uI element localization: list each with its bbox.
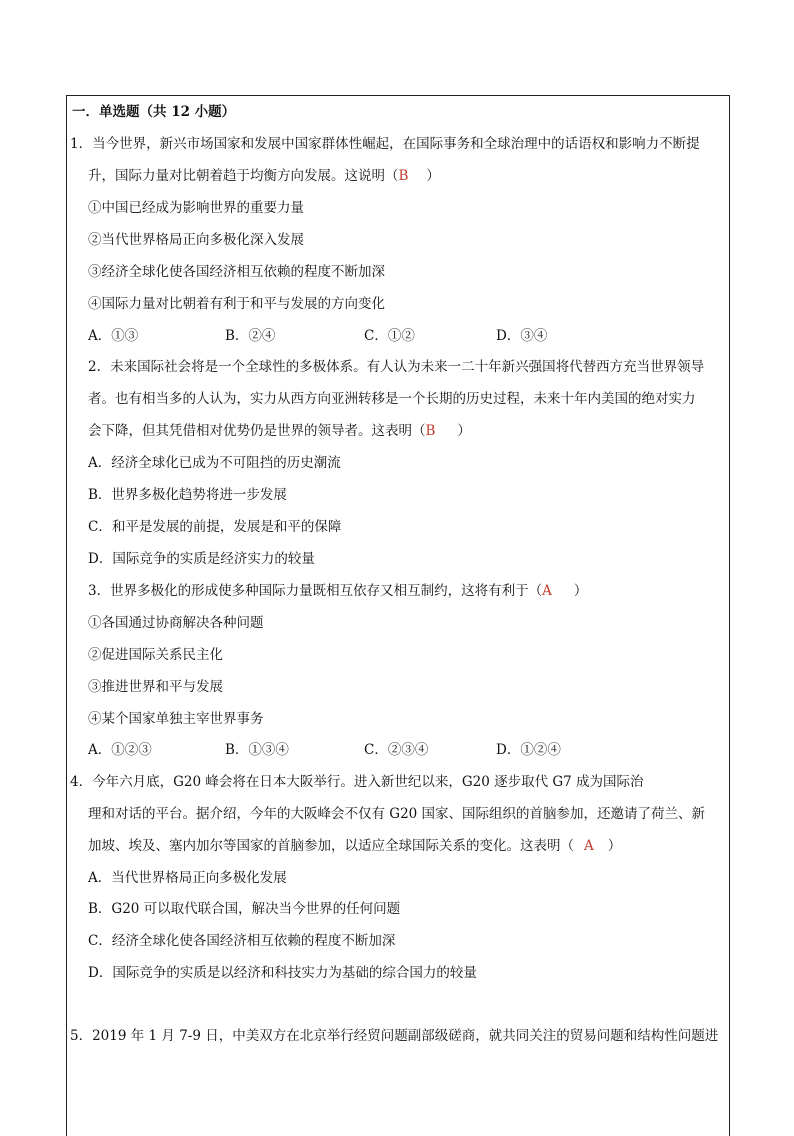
- q1-statement-1: ①中国已经成为影响世界的重要力量: [88, 200, 304, 216]
- q3-statement-4: ④某个国家单独主宰世界事务: [88, 711, 264, 727]
- q1-option-b: B．②④: [225, 328, 276, 344]
- q4-option-b: B．G20 可以取代联合国，解决当今世界的任何问题: [88, 901, 401, 917]
- q1-stem-line2: 升，国际力量对比朝着趋于均衡方向发展。这说明（B ）: [88, 168, 440, 184]
- q4-answer: A: [584, 838, 594, 854]
- q1-option-a: A．①③: [88, 328, 139, 344]
- q4-stem-line3: 加坡、埃及、塞内加尔等国家的首脑参加，以适应全球国际关系的变化。这表明（ A ）: [88, 838, 622, 854]
- q1-option-c: C．①②: [364, 328, 415, 344]
- q2-option-c: C．和平是发展的前提，发展是和平的保障: [88, 519, 342, 535]
- section-title: 一．单选题（共 12 小题）: [72, 104, 236, 120]
- q4-option-c: C．经济全球化使各国经济相互依赖的程度不断加深: [88, 933, 396, 949]
- q3-statement-1: ①各国通过协商解决各种问题: [88, 615, 264, 631]
- q1-statement-4: ④国际力量对比朝着有利于和平与发展的方向变化: [88, 296, 385, 312]
- q1-stem-line1: 1．当今世界，新兴市场国家和发展中国家群体性崛起，在国际事务和全球治理中的话语权和影响力不断提: [70, 136, 700, 152]
- q4-option-d: D．国际竞争的实质是以经济和科技实力为基础的综合国力的较量: [88, 965, 477, 981]
- q3-option-a: A．①②③: [88, 742, 152, 758]
- q4-stem-line1: 4．今年六月底，G20 峰会将在日本大阪举行。进入新世纪以来，G20 逐步取代 G7 成为国际治: [70, 774, 644, 790]
- q2-option-b: B．世界多极化趋势将进一步发展: [88, 487, 287, 503]
- q3-option-c: C．②③④: [364, 742, 429, 758]
- q3-statement-2: ②促进国际关系民主化: [88, 647, 223, 663]
- q3-option-b: B．①③④: [225, 742, 289, 758]
- q2-stem-line3: 会下降，但其凭借相对优势仍是世界的领导者。这表明（B ）: [88, 423, 471, 439]
- q3-stem-line1: 3．世界多极化的形成使多种国际力量既相互依存又相互制约，这将有利于（A ）: [88, 583, 588, 599]
- q4-stem-line2: 理和对话的平台。据介绍，今年的大阪峰会不仅有 G20 国家、国际组织的首脑参加，还邀请了荷兰、新: [88, 806, 706, 822]
- q2-option-d: D．国际竞争的实质是经济实力的较量: [88, 551, 315, 567]
- q2-stem-line1: 2．未来国际社会将是一个全球性的多极体系。有人认为未来一二十年新兴强国将代替西方充当世界领导: [88, 359, 705, 375]
- q3-option-d: D．①②④: [496, 742, 561, 758]
- q3-statement-3: ③推进世界和平与发展: [88, 679, 223, 695]
- q1-answer: B: [398, 168, 409, 184]
- q5-stem-line1: 5．2019 年 1 月 7-9 日，中美双方在北京举行经贸问题副部级磋商，就共同关注的贸易问题和结构性问题进: [70, 1028, 719, 1044]
- q2-option-a: A．经济全球化已成为不可阻挡的历史潮流: [88, 455, 341, 471]
- q3-answer: A: [542, 583, 552, 599]
- q2-stem-line2: 者。也有相当多的人认为，实力从西方向亚洲转移是一个长期的历史过程，未来十年内美国的绝对实力: [88, 391, 696, 407]
- q4-option-a: A．当代世界格局正向多极化发展: [88, 870, 287, 886]
- q1-statement-3: ③经济全球化使各国经济相互依赖的程度不断加深: [88, 264, 385, 280]
- q1-statement-2: ②当代世界格局正向多极化深入发展: [88, 232, 304, 248]
- q1-option-d: D．③④: [496, 328, 548, 344]
- q2-answer: B: [425, 423, 436, 439]
